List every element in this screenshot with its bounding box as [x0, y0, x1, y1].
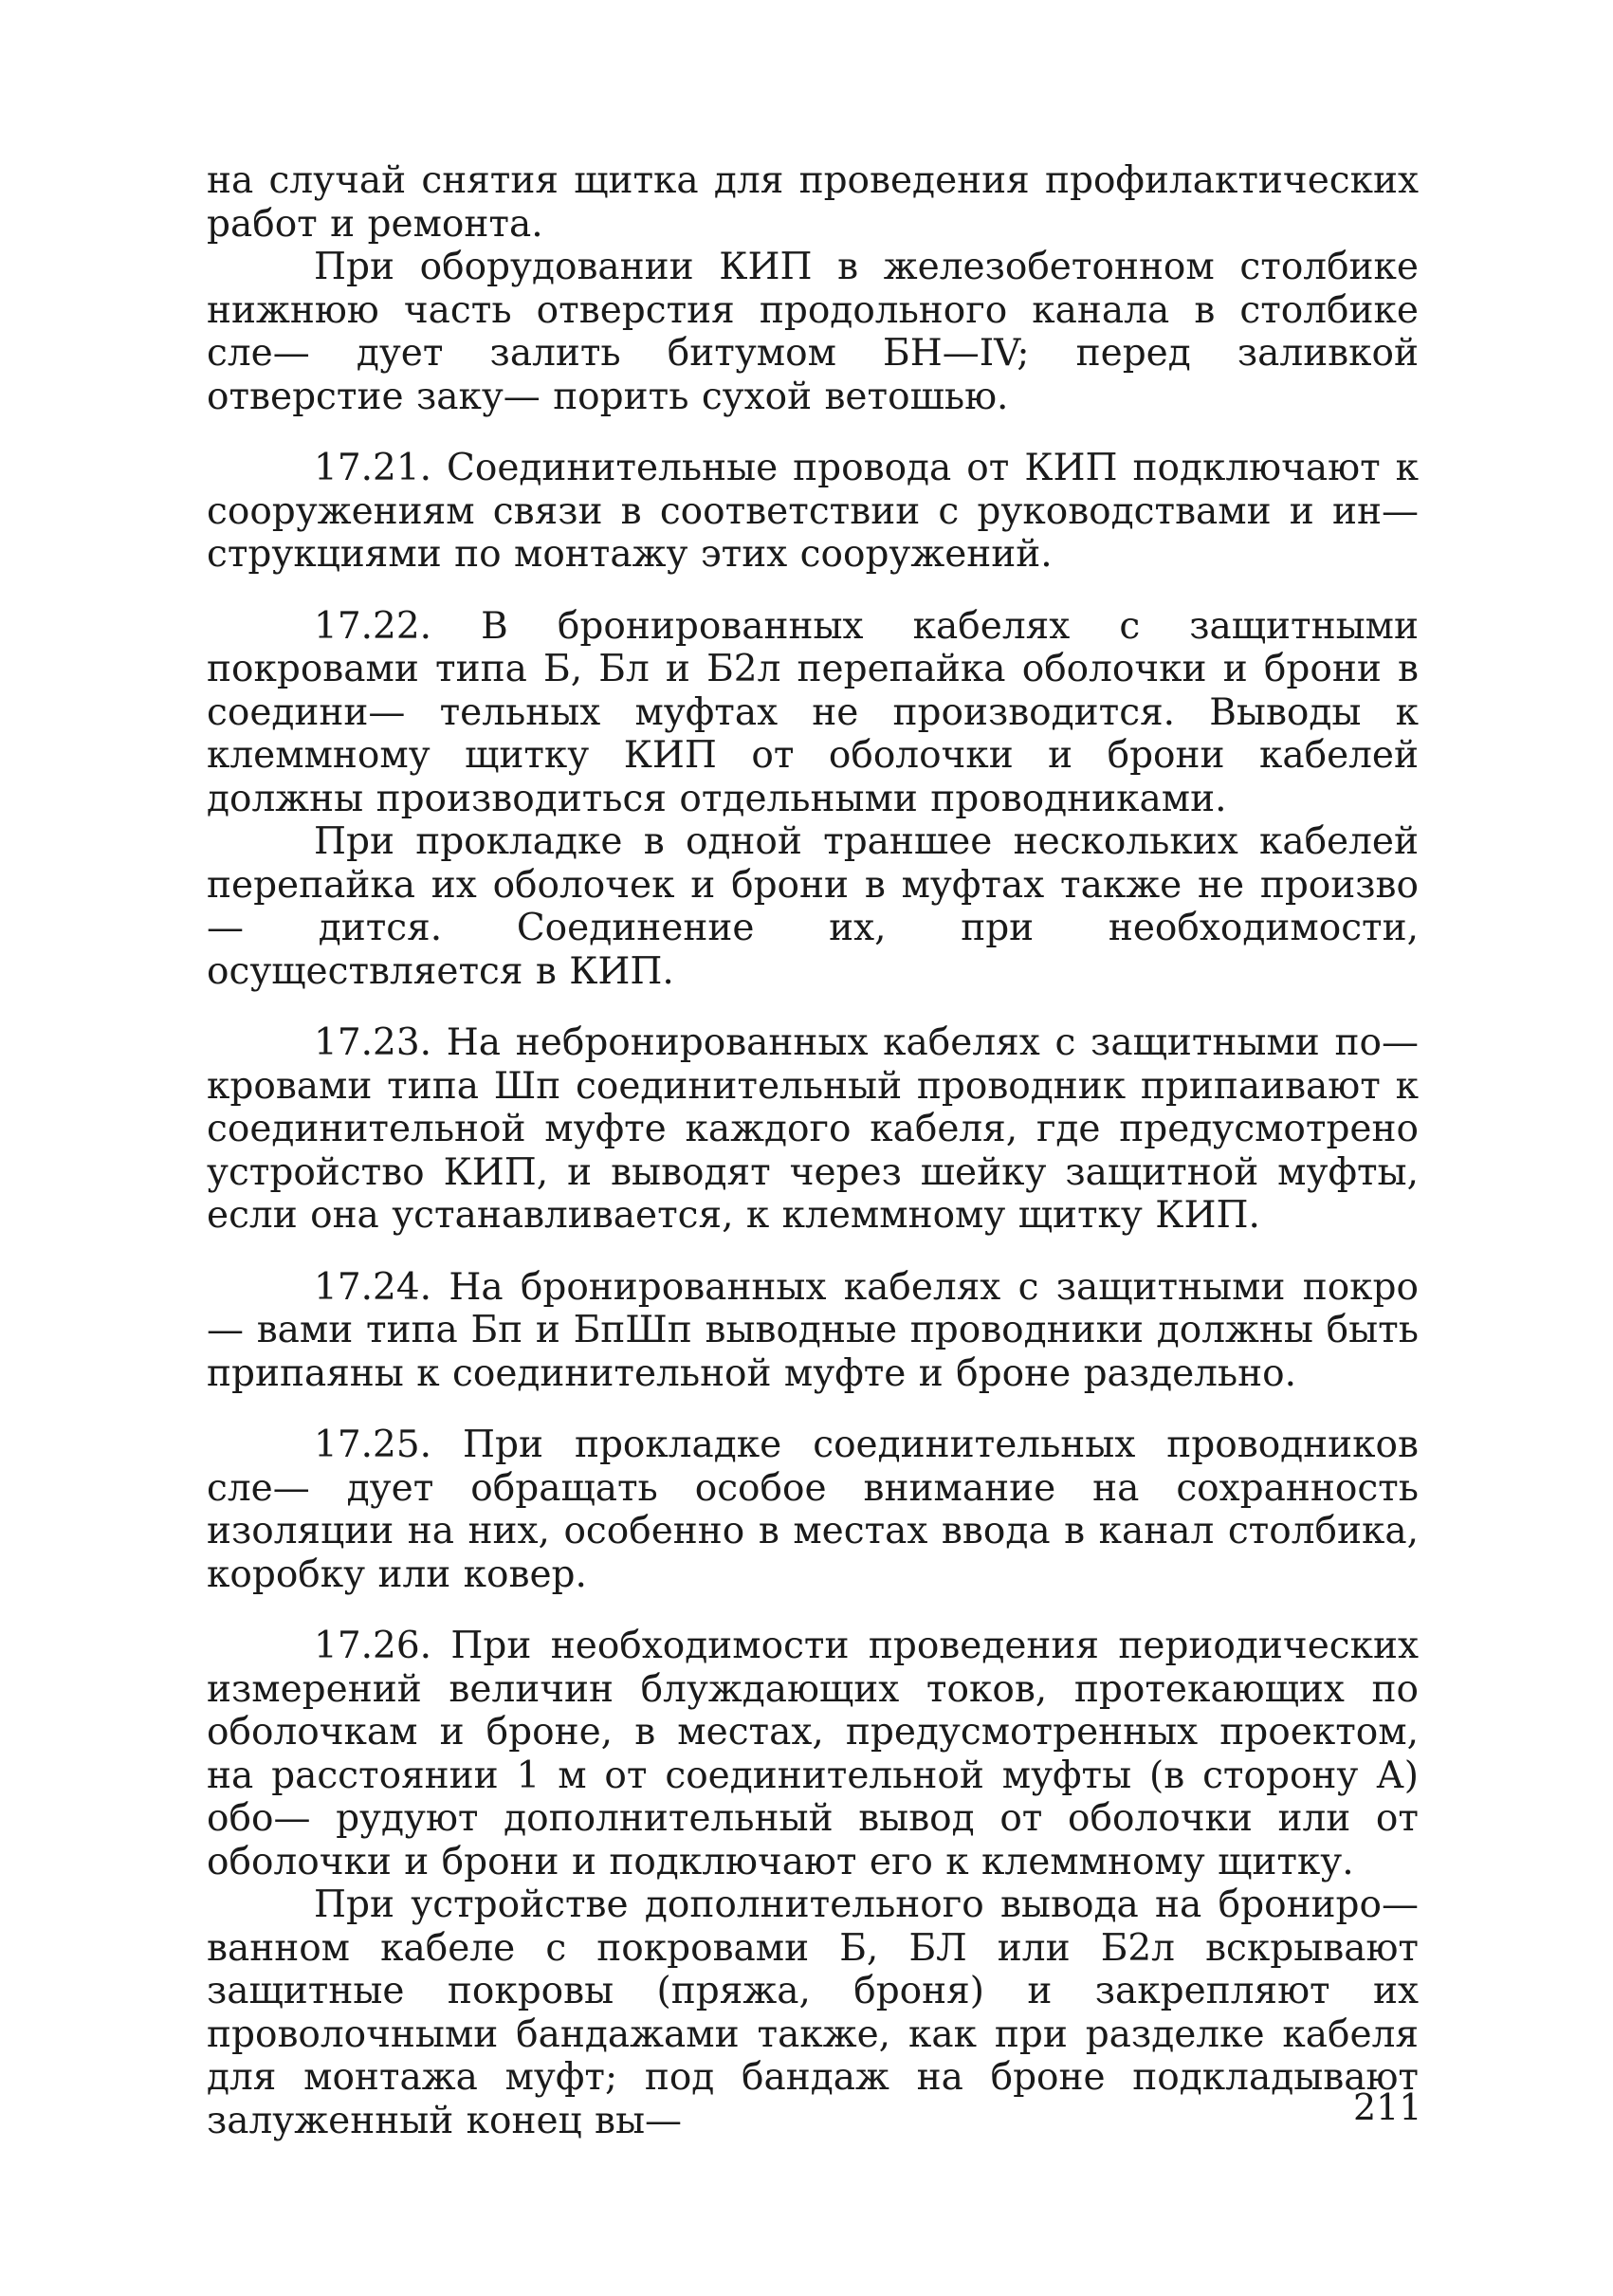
document-body — [207, 159, 1419, 2142]
page-number: 211 — [1353, 2086, 1422, 2128]
paragraph-17-22: 17.22. В бронированных кабелях с защитными покровами типа Б, Бл и Б2л перепайка оболочки и брони в соедини— тельных муфтах не производится. Выводы к клеммному щитку КИП от оболочки и брони кабелей должны производиться отдельными проводниками. — [207, 604, 1419, 820]
paragraph-17-22-trench: При прокладке в одной траншее нескольких кабелей перепайка их оболочек и брони в муфтах также не произво— дится. Соединение их, при необходимости, осуществляется в КИП. — [207, 820, 1419, 993]
paragraph-kip-concrete-post: При оборудовании КИП в железобетонном столбике нижнюю часть отверстия продольного канала в столбике сле— дует залить битумом БН—IV; перед заливкой отверстие заку— порить сухой ветошью. — [207, 246, 1419, 418]
paragraph-17-21: 17.21. Соединительные провода от КИП подключают к сооружениям связи в соответствии с руководствами и ин— струкциями по монтажу этих сооружений. — [207, 447, 1419, 576]
paragraph-17-26-additional-lead: При устройстве дополнительного вывода на брониро— ванном кабеле с покровами Б, БЛ или Б2л вскрывают защитные покровы (пряжа, броня) и закрепляют их проволочными бандажами также, как при разделке кабеля для монтажа муфт; под бандаж на броне подкладывают залуженный конец вы— — [207, 1883, 1419, 2142]
paragraph-17-26: 17.26. При необходимости проведения периодических измерений величин блуждающих токов, протекающих по оболочкам и броне, в местах, предусмотренных проектом, на расстоянии 1 м от соединительной муфты (в сторону А) обо— рудуют дополнительный вывод от оболочки или от оболочки и брони и подключают его к клеммному щитку. — [207, 1625, 1419, 1883]
paragraph-17-24: 17.24. На бронированных кабелях с защитными покро— вами типа Бп и БпШп выводные проводники должны быть припаяны к соединительной муфте и броне раздельно. — [207, 1265, 1419, 1395]
paragraph-17-23: 17.23. На небронированных кабелях с защитными по— кровами типа Шп соединительный проводник припаивают к соединительной муфте каждого кабеля, где предусмотрено устройство КИП, и выводят через шейку защитной муфты, если она устанавливается, к клеммному щитку КИП. — [207, 1021, 1419, 1237]
paragraph-continuation: на случай снятия щитка для проведения профилактических работ и ремонта. — [207, 159, 1419, 246]
paragraph-17-25: 17.25. При прокладке соединительных проводников сле— дует обращать особое внимание на сохранность изоляции на них, особенно в местах ввода в канал столбика, коробку или ковер. — [207, 1424, 1419, 1596]
